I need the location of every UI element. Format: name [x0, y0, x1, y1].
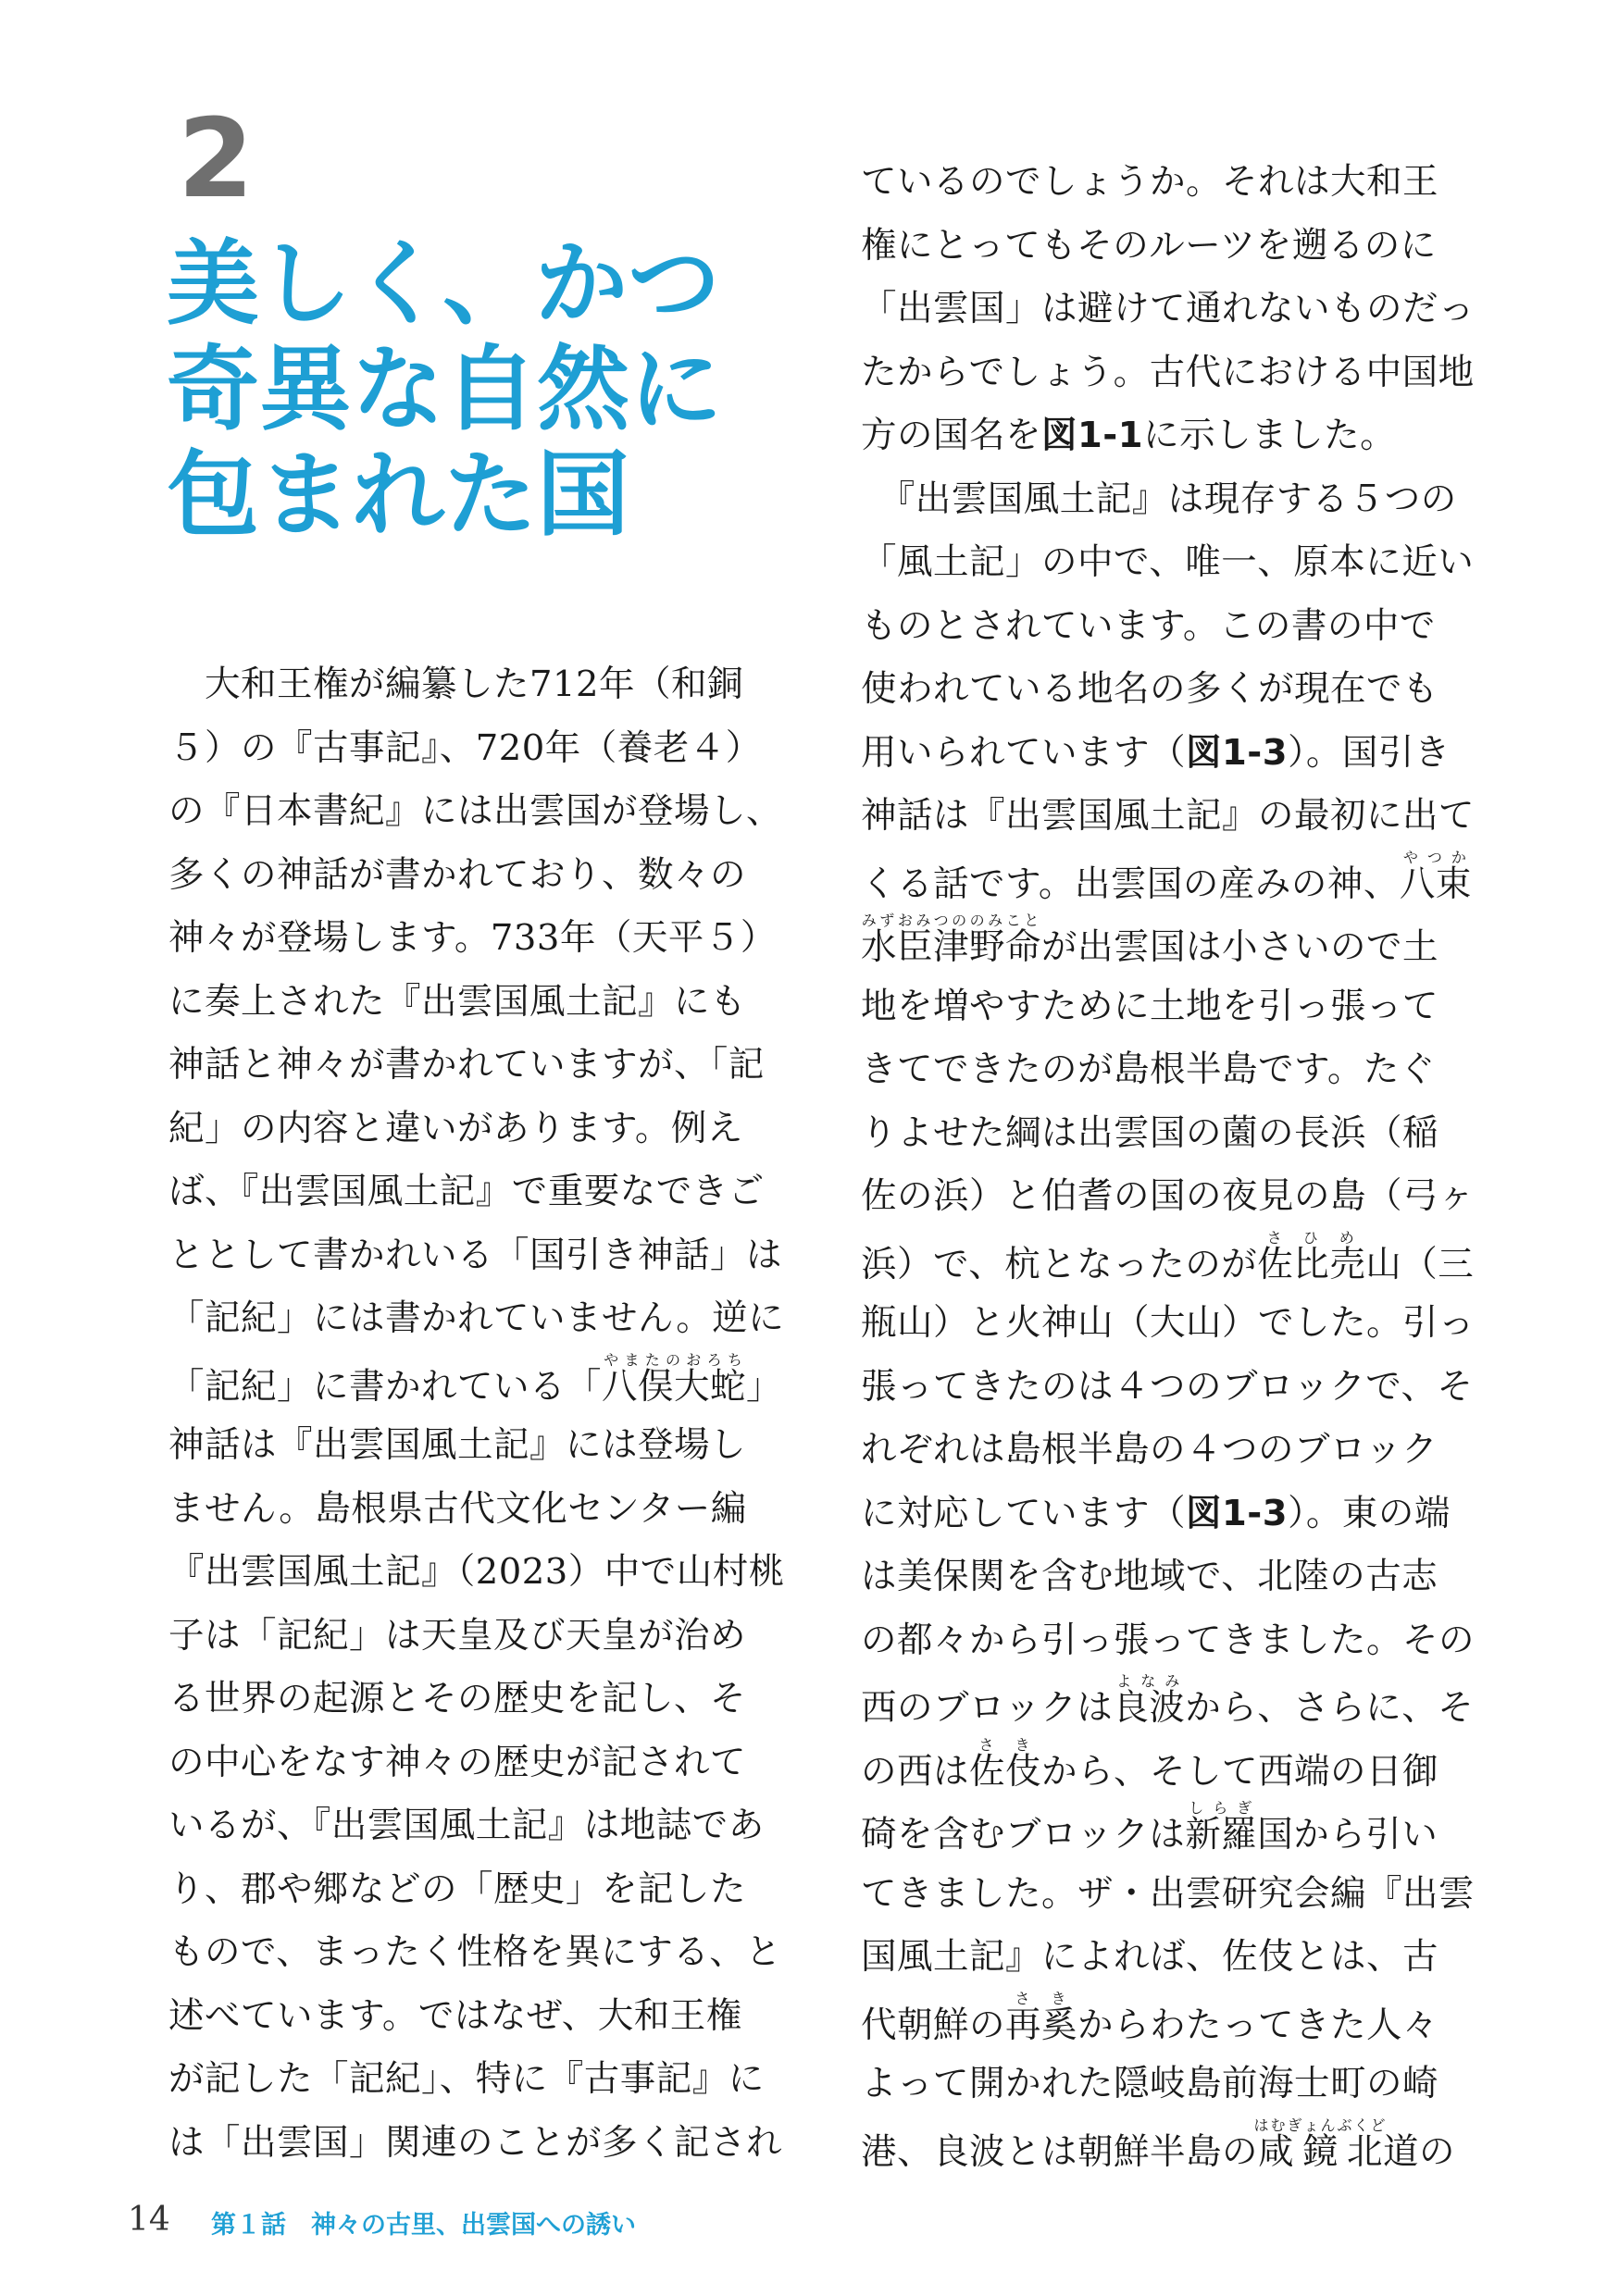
- ruby-term: 水臣津野命みずおみつののみこと: [861, 912, 1042, 968]
- text-line: てきました。ザ・出雲研究会編『出雲: [861, 1872, 1476, 1915]
- text-line: ととして書かれいる「国引き神話」は: [168, 1234, 783, 1276]
- page-footer: [0, 2201, 1619, 2238]
- text-line: 神話は『出雲国風土記』には登場し: [168, 1424, 747, 1466]
- text-line: の中心をなす神々の歴史が記されて: [168, 1741, 747, 1783]
- text-line: 瓶山）と火神山（大山）でした。引っ: [861, 1302, 1476, 1344]
- section-title: [167, 231, 815, 548]
- ruby-term: 咸鏡北はむぎょんぶくど: [1253, 2116, 1388, 2173]
- text-line: 浜）で、杭となったのが佐比売さひめ山（三: [861, 1228, 1475, 1285]
- text-line: ば、『出雲国風土記』で重要なできご: [168, 1171, 765, 1212]
- text-line: 神々が登場します。733年（天平５）: [168, 917, 777, 959]
- text-line: きてできたのが島根半島です。たぐ: [861, 1049, 1436, 1090]
- text-line: いるが、『出雲国風土記』は地誌であ: [168, 1805, 765, 1846]
- text-line: りよせた綱は出雲国の薗の長浜（稲: [861, 1111, 1439, 1154]
- text-line: る世界の起源とその歴史を記し、そ: [168, 1678, 747, 1719]
- text-line: 「記紀」には書かれていません。逆に: [168, 1297, 785, 1339]
- ruby-term: 八束やつか: [1399, 848, 1472, 905]
- title-line: 美しく、かつ: [167, 230, 720, 338]
- text-line: くる話です。出雲国の産みの神、八束やつか: [861, 848, 1472, 905]
- text-line: 「風土記」の中で、唯一、原本に近い: [861, 541, 1475, 583]
- text-line: 佐の浜）と伯耆の国の夜見の島（弓ヶ: [861, 1175, 1476, 1217]
- ruby-term: 再奚さき: [1005, 1989, 1078, 2046]
- text-line: 代朝鮮の再奚さきからわたってきた人々: [861, 1989, 1439, 2046]
- text-line: 国風土記』によれば、佐伎とは、古: [861, 1936, 1439, 1978]
- text-line: ５）の『古事記』、720年（養老４）: [168, 726, 762, 769]
- text-line: 神話と神々が書かれていますが、「記: [168, 1044, 765, 1086]
- text-line: 港、良波とは朝鮮半島の咸鏡北はむぎょんぶくど道の: [861, 2116, 1456, 2173]
- ruby-term: 新羅しらぎ: [1185, 1799, 1258, 1855]
- text-line: たからでしょう。古代における中国地: [861, 351, 1475, 393]
- text-line: の『日本書紀』には出雲国が登場し、: [168, 790, 783, 832]
- title-line: 奇異な自然に: [167, 335, 722, 443]
- text-line: [168, 1350, 783, 1415]
- text-line: に対応しています（図1-3）。東の端: [861, 1492, 1451, 1534]
- text-line: 神話は『出雲国風土記』の最初に出て: [861, 795, 1476, 837]
- text-line: ものとされています。この書の中で: [861, 604, 1436, 647]
- text-line: よって開かれた隠岐島前海士町の崎: [861, 2063, 1439, 2104]
- running-chapter-label: 第１話 神々の古里、出雲国への誘い: [211, 2211, 636, 2240]
- text-line: 大和王権が編纂した712年（和銅: [168, 664, 743, 705]
- right-column-text: [861, 151, 1476, 2179]
- text-line: ません。島根県古代文化センター編: [168, 1487, 747, 1530]
- text-line: 述べています。ではなぜ、大和王権: [168, 1994, 742, 2037]
- text-line: 使われている地名の多くが現在でも: [861, 668, 1439, 710]
- text-segment: 」: [746, 1365, 783, 1408]
- text-line: 用いられています（図1-3）。国引き: [861, 731, 1451, 774]
- text-line: 水臣津野命みずおみつののみことが出雲国は小さいので土: [861, 912, 1439, 968]
- text-line: れぞれは島根半島の４つのブロック: [861, 1429, 1438, 1471]
- figure-reference: 図1-3: [1186, 731, 1289, 774]
- text-line: ているのでしょうか。それは大和王: [861, 161, 1439, 203]
- text-line: もので、まったく性格を異にする、と: [168, 1931, 782, 1973]
- text-line: に奏上された『出雲国風土記』にも: [168, 980, 747, 1023]
- text-line: り、郡や郷などの「歴史」を記した: [168, 1868, 747, 1910]
- text-line: 権にとってもそのルーツを遡るのに: [861, 224, 1437, 267]
- ruby-term: 良波よなみ: [1113, 1672, 1186, 1729]
- text-line: 地を増やすために土地を引っ張って: [861, 985, 1439, 1027]
- text-line: は美保関を含む地域で、北陸の古志: [861, 1556, 1438, 1597]
- ruby-term: 佐伎さき: [969, 1735, 1042, 1793]
- text-line: 多くの神話が書かれており、数々の: [168, 853, 747, 896]
- text-segment: 「記紀」に書かれている「: [168, 1365, 603, 1408]
- ruby-term: 佐比売さひめ: [1257, 1228, 1366, 1285]
- text-line: 「出雲国」は避けて通れないものだっ: [861, 288, 1476, 329]
- text-line: 紀」の内容と違いがあります。例え: [168, 1107, 743, 1149]
- text-line: の都々から引っ張ってきました。その: [861, 1619, 1476, 1661]
- chapter-number: 2: [178, 94, 255, 222]
- ruby-term: 八俣大蛇やまたのおろち: [602, 1350, 747, 1408]
- text-line: が記した「記紀」、特に『古事記』に: [168, 2058, 765, 2100]
- figure-reference: 図1-1: [1041, 415, 1144, 456]
- text-line: は「出雲国」関連のことが多く記され: [168, 2121, 783, 2164]
- title-line: 包まれた国: [167, 441, 629, 549]
- text-line: の西は佐伎さきから、そして西端の日御: [861, 1735, 1439, 1793]
- page-number: 14: [128, 2201, 170, 2239]
- text-line: 子は「記紀」は天皇及び天皇が治め: [168, 1614, 747, 1657]
- figure-reference: 図1-3: [1186, 1492, 1289, 1534]
- text-line: 碕を含むブロックは新羅しらぎ国から引い: [861, 1799, 1438, 1855]
- left-column-text: [168, 653, 785, 2175]
- text-line: 張ってきたのは４つのブロックで、そ: [861, 1365, 1474, 1408]
- text-line: 西のブロックは良波よなみから、さらに、そ: [861, 1672, 1475, 1729]
- text-line: 『出雲国風土記』は現存する５つの: [861, 478, 1457, 520]
- text-line: 方の国名を図1-1に示しました。: [861, 415, 1397, 456]
- text-line: 『出雲国風土記』（2023）中で山村桃: [168, 1551, 785, 1593]
